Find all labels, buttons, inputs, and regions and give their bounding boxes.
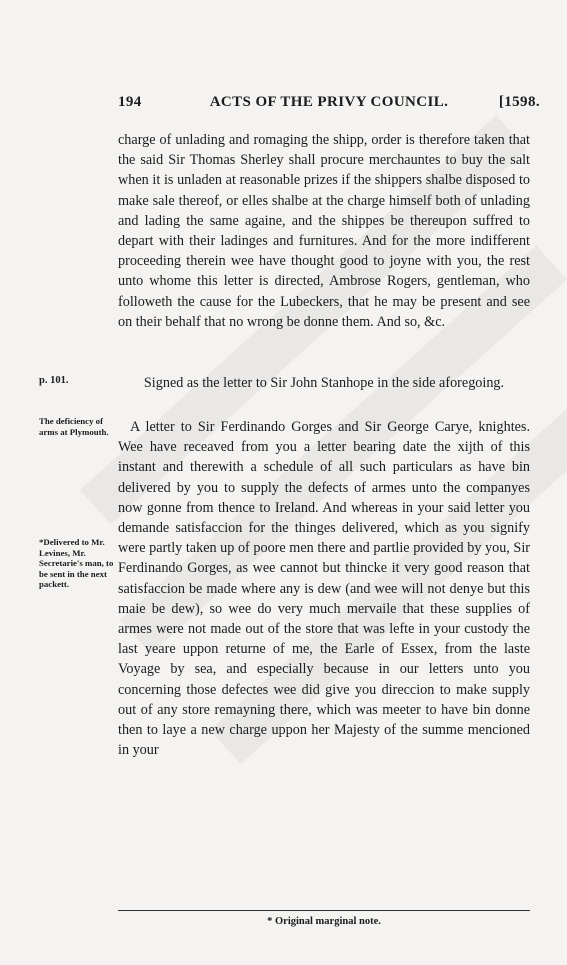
letter-paragraph: A letter to Sir Ferdinando Gorges and Sir George Carye, knightes. Wee have receaved from you a letter bearing date the xijth of this instant and therewith a schedule of all such particulars as have bin delivered by you to supply the defects of armes unto the companyes now gonne from thence to Ireland. And whereas in your said letter you demande satisfaccion for the thinges delivered, which as you signify were partly taken up of poore men there and partlie provided by you, Sir Ferdinando Gorges, as wee cannot but thincke it very good reason that satisfaccion be made where any is dew (and wee will not denye but this maie be dew), so wee do very much mervaile that these supplies of armes were not made out of the store that was lefte in your custody the last yeare uppon returne of me, the Earle of Essex, from the laste Voyage by sea, and especially because in our letters unto you concerning those defectes wee did give you direccion to make supply out of any store remayning there, which was meeter to have bin donne then to laye a new charge uppon her Majesty of the summe mencioned in your xyxy=(118,419,530,759)
margin-page-reference: p. 101. xyxy=(39,375,69,386)
footnote-rule xyxy=(118,910,530,911)
header-title: ACTS OF THE PRIVY COUNCIL. xyxy=(209,94,449,110)
paragraph-continued: charge of unlading and romaging the shipp, order is therefore taken that the said Sir Thomas Sherley shall procure merchauntes to buy the salt when it is unladen at reasonable prizes if the shippers shalbe disposed to make sale thereof, or elles shalbe at the charge himself both of unlading and lading the same againe, and the shippes be thereupon suffred to depart with their ladinges and furnitures. And for the more indifferent proceeding therein wee have thought good to joyne with you, the rest unto whome this letter is directed, Ambrose Rogers, gentleman, who followeth the cause for the Lubeckers, that he may be present and see on their behalf that no wrong be donne them. And so, &c. xyxy=(118,132,530,330)
running-header xyxy=(118,94,540,116)
footnote: * Original marginal note. xyxy=(267,916,381,927)
header-year: [1598. xyxy=(498,94,540,110)
margin-note-deficiency: The deficiency of arms at Plymouth. xyxy=(39,416,109,437)
margin-note-delivered: *Delivered to Mr. Levines, Mr. Secretarie's man, to be sent in the next packett. xyxy=(39,537,114,589)
page-number: 194 xyxy=(118,94,142,110)
signed-line: Signed as the letter to Sir John Stanhope in the side aforegoing. xyxy=(143,375,505,391)
